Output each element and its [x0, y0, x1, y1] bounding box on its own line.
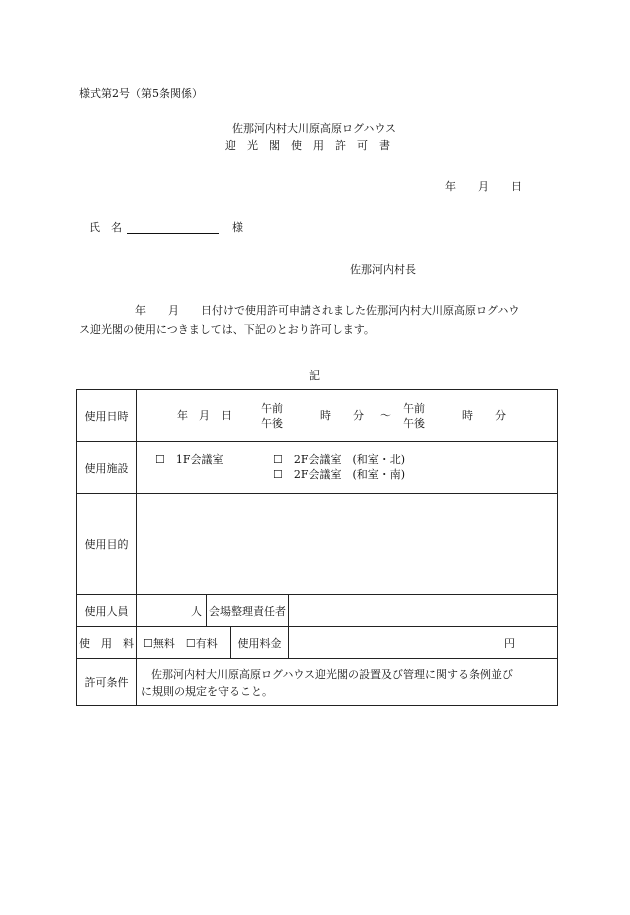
honorific: 様: [232, 221, 243, 234]
conditions-cell: [137, 659, 558, 706]
people-unit: 人: [191, 604, 202, 618]
manager-cell[interactable]: [289, 595, 558, 627]
ki-heading: 記: [309, 369, 320, 382]
row-people: [77, 595, 558, 627]
name-label: 氏 名: [89, 221, 122, 234]
tilde: ～: [380, 409, 391, 422]
pm-label-2: 午後: [403, 417, 425, 430]
fee-label: 使 用 料: [77, 627, 137, 659]
facility-option-2f-south[interactable]: ☐ 2F会議室 (和室・南): [273, 468, 406, 481]
row-datetime: [77, 390, 558, 442]
row-facility: [77, 442, 558, 494]
purpose-label: 使用目的: [77, 494, 137, 595]
body-line-1: 年 月 日付けで使用許可申請されました佐那河内村大川原高原ログハウ: [135, 304, 520, 317]
am-label-2: 午前: [403, 402, 425, 415]
start-time: 時 分: [320, 409, 364, 422]
row-conditions: [77, 659, 558, 706]
facility-cell: [137, 442, 558, 494]
am-label: 午前: [261, 402, 283, 415]
name-underline: [127, 233, 219, 234]
manager-label: 会場整理責任者: [207, 595, 289, 627]
issuer: 佐那河内村長: [350, 263, 416, 276]
form-number: 様式第2号（第5条関係）: [79, 87, 203, 100]
fee-options[interactable]: ☐無料 ☐有料: [137, 627, 231, 659]
title-line-2: 迎 光 閣 使 用 許 可 書: [225, 139, 390, 152]
fee-amount-cell[interactable]: [289, 627, 558, 659]
date-field: 年 月 日: [177, 409, 232, 422]
datetime-label: 使用日時: [77, 390, 137, 442]
people-count-cell[interactable]: [137, 595, 207, 627]
title-line-1: 佐那河内村大川原高原ログハウス: [232, 122, 397, 135]
conditions-line-2: に規則の規定を守ること。: [141, 685, 273, 698]
permit-table: [76, 389, 558, 706]
pm-label: 午後: [261, 417, 283, 430]
conditions-line-1: 佐那河内村大川原高原ログハウス迎光閣の設置及び管理に関する条例並び: [151, 668, 514, 681]
people-label: 使用人員: [77, 595, 137, 627]
yen-label: 円: [504, 636, 515, 650]
row-fee: [77, 627, 558, 659]
conditions-label: 許可条件: [77, 659, 137, 706]
datetime-cell[interactable]: [137, 390, 558, 442]
fee-amount-label: 使用料金: [231, 627, 289, 659]
date-line: 年 月 日: [445, 180, 522, 193]
facility-option-1f[interactable]: ☐ 1F会議室: [155, 453, 224, 466]
facility-label: 使用施設: [77, 442, 137, 494]
purpose-cell[interactable]: [137, 494, 558, 595]
end-time: 時 分: [462, 409, 506, 422]
facility-option-2f-north[interactable]: ☐ 2F会議室 (和室・北): [273, 453, 406, 466]
body-line-2: ス迎光閣の使用につきましては、下記のとおり許可します。: [79, 323, 375, 336]
row-purpose: [77, 494, 558, 595]
